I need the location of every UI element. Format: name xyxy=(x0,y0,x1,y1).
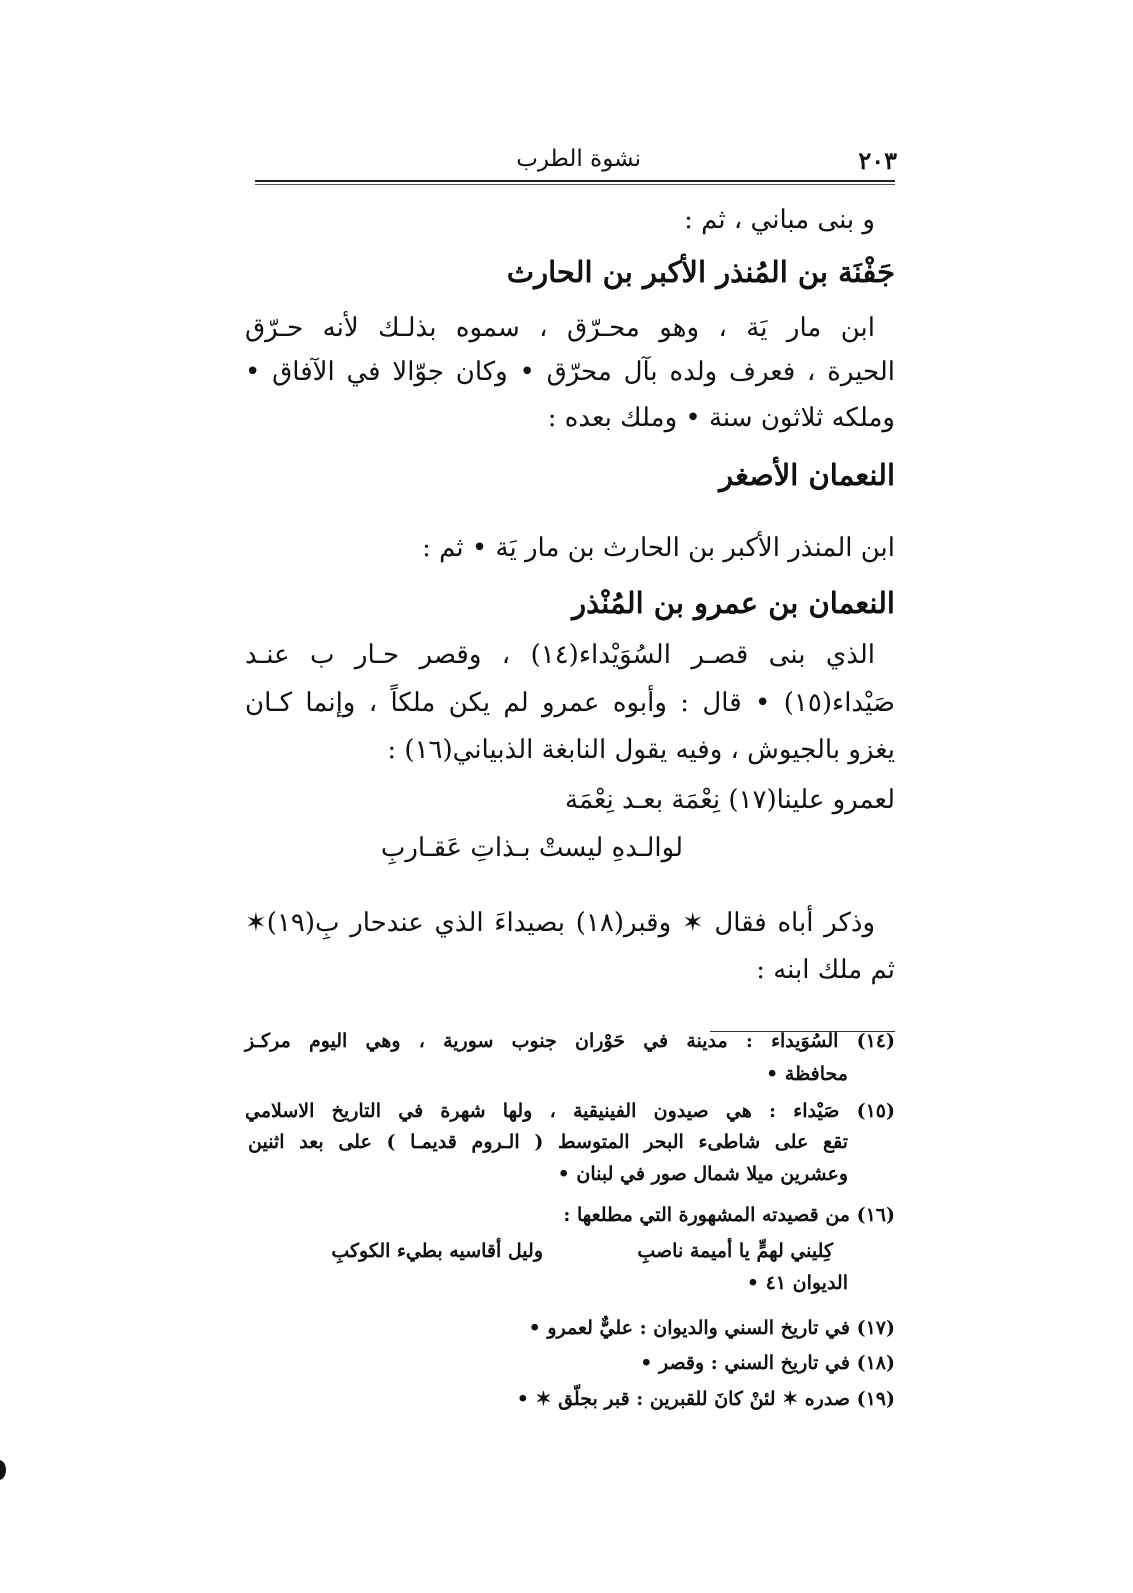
verse-hemistich: لوالـدهِ ليستْ بـذاتِ عَقـاربِ xyxy=(380,833,683,863)
footnote: (١٦) من قصيدته المشهورة التي مطلعها : xyxy=(563,1204,895,1226)
section-heading: النعمان بن عمرو بن المُنْذر xyxy=(572,586,895,620)
body-line: ثم ملك ابنه : xyxy=(756,955,895,985)
footnote-continuation: وعشرين ميلا شمال صور في لبنان • xyxy=(557,1163,848,1185)
body-line: و بنى مباني ، ثم : xyxy=(684,205,875,235)
footnote: (١٨) في تاريخ السني : وقصر • xyxy=(640,1352,895,1374)
footnote: (١٩) صدره ✶ لئنْ كانَ للقبرين : قبر بجلّق ✶ • xyxy=(516,1388,895,1410)
footnote-verse-hemistich: كِليني لهمٍّ يا أميمة ناصبِ xyxy=(637,1240,833,1262)
header-rule-thin xyxy=(255,184,895,185)
footnote: (١٧) في تاريخ السني والديوان : عليٌّ لعمرو • xyxy=(528,1317,895,1339)
body-line: وملكه ثلاثون سنة • وملك بعده : xyxy=(547,403,895,433)
body-line: ابن مار يَة ، وهو محـرّق ، سموه بذلـك لأنه حـرّق xyxy=(245,313,875,343)
body-line: صَيْداء(١٥) • قال : وأبوه عمرو لم يكن ملكاً ، وإنما كـان xyxy=(245,688,895,718)
running-title: نشوة الطرب xyxy=(516,146,641,172)
section-heading: جَفْنَة بن المُنذر الأكبر بن الحارث xyxy=(506,255,895,289)
page-number: ٢٠٣ xyxy=(858,146,897,175)
body-line: ابن المنذر الأكبر بن الحارث بن مار يَة • ثم : xyxy=(422,533,895,563)
footnote-continuation: محافظة • xyxy=(766,1063,848,1085)
body-line: وذكر أباه فقال ✶ وقبر(١٨) بصيداءَ الذي عندحار بِ(١٩)✶ xyxy=(245,908,876,938)
body-line: الذي بنى قصـر السُوَيْداء(١٤) ، وقصر حـار ب عنـد xyxy=(245,640,875,670)
verse-hemistich: لعمرو علينا(١٧) نِعْمَة بعـد نِعْمَة xyxy=(565,785,895,815)
header-rule xyxy=(255,180,895,182)
body-line: الحيرة ، فعرف ولده بآل محرّق • وكان جوّالا في الآفاق • xyxy=(245,357,895,387)
footnote: (١٤) السُوَيداء : مدينة في حَوْران جنوب سورية ، وهي اليوم مركـز xyxy=(245,1030,895,1052)
section-heading: النعمان الأصغر xyxy=(719,458,895,492)
footnote-continuation: تقع على شاطىء البحر المتوسط ( الـروم قديمـا ) على بعد اثنين xyxy=(248,1131,848,1153)
footnote-continuation: الديوان ٤١ • xyxy=(746,1272,848,1294)
body-line: يغزو بالجيوش ، وفيه يقول النابغة الذبياني(١٦) : xyxy=(387,735,895,765)
footnote: (١٥) صَيْداء : هي صيدون الفينيقية ، ولها شهرة في التاريخ الاسلامي xyxy=(245,1100,895,1122)
footnote-verse-hemistich: وليل أقاسيه بطيء الكوكبِ xyxy=(331,1240,543,1262)
binding-mark xyxy=(0,1460,6,1480)
